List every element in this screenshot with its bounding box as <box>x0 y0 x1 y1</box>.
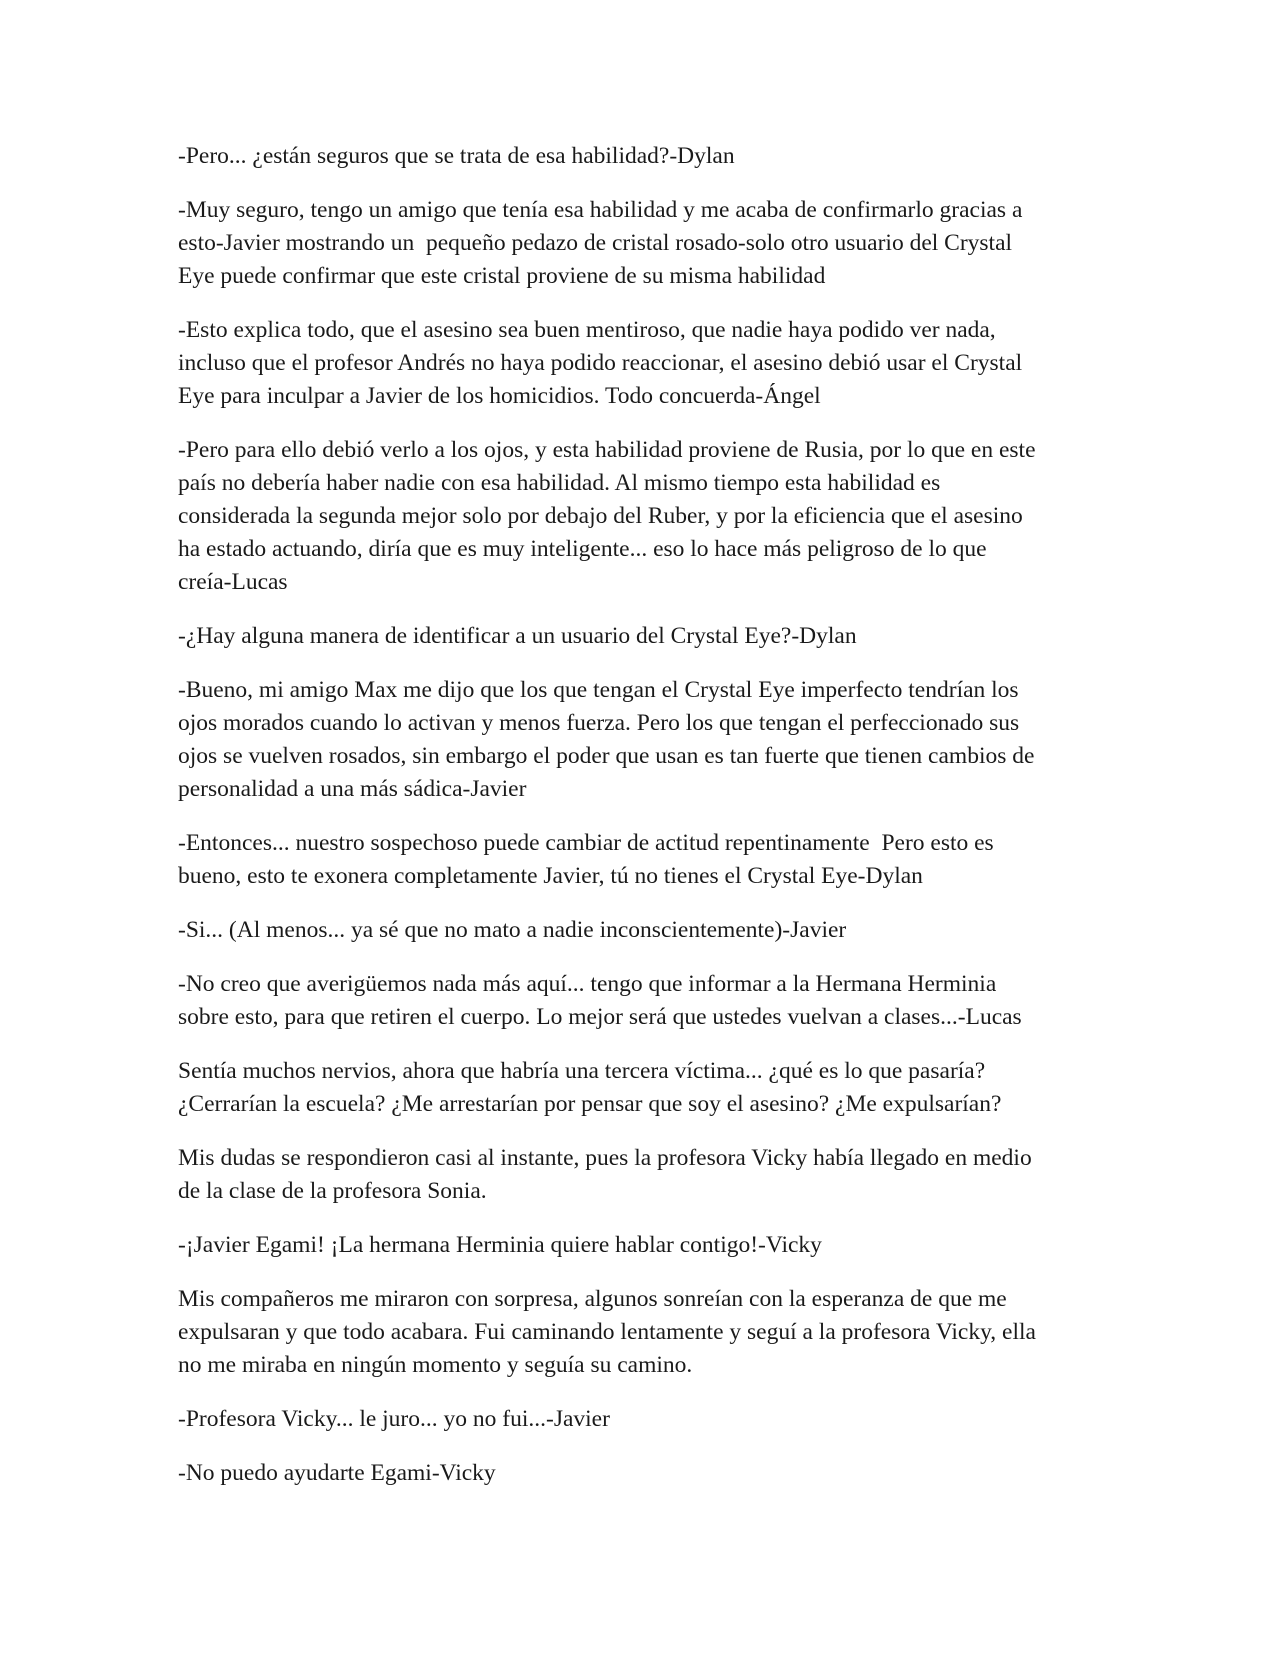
paragraph <box>178 1403 1118 1436</box>
paragraph <box>178 1229 1118 1262</box>
paragraph <box>178 827 1118 893</box>
text-line: ¿Cerrarían la escuela? ¿Me arrestarían por pensar que soy el asesino? ¿Me expulsarían? <box>178 1091 1002 1117</box>
text-line: Mis dudas se respondieron casi al instante, pues la profesora Vicky había llegado en medio <box>178 1145 1032 1171</box>
paragraph <box>178 434 1118 599</box>
text-line: -Si... (Al menos... ya sé que no mato a nadie inconscientemente)-Javier <box>178 917 847 943</box>
text-line: -Esto explica todo, que el asesino sea buen mentiroso, que nadie haya podido ver nada, <box>178 317 996 343</box>
paragraph <box>178 1142 1118 1208</box>
text-line: Mis compañeros me miraron con sorpresa, algunos sonreían con la esperanza de que me <box>178 1286 1007 1312</box>
text-line: -Profesora Vicky... le juro... yo no fui...-Javier <box>178 1406 610 1432</box>
text-line: ojos se vuelven rosados, sin embargo el poder que usan es tan fuerte que tienen cambios de <box>178 743 1035 769</box>
paragraph <box>178 140 1118 173</box>
paragraph <box>178 674 1118 806</box>
text-line: expulsaran y que todo acabara. Fui caminando lentamente y seguí a la profesora Vicky, ella <box>178 1319 1036 1345</box>
text-line: ha estado actuando, diría que es muy inteligente... eso lo hace más peligroso de lo que <box>178 536 987 562</box>
text-line: personalidad a una más sádica-Javier <box>178 776 527 802</box>
text-line: -No puedo ayudarte Egami-Vicky <box>178 1460 496 1486</box>
paragraph <box>178 1457 1118 1490</box>
text-line: incluso que el profesor Andrés no haya podido reaccionar, el asesino debió usar el Crystal <box>178 350 1023 376</box>
paragraph <box>178 620 1118 653</box>
text-line: sobre esto, para que retiren el cuerpo. Lo mejor será que ustedes vuelvan a clases...-Lucas <box>178 1004 1022 1030</box>
text-line: Sentía muchos nervios, ahora que habría una tercera víctima... ¿qué es lo que pasaría? <box>178 1058 986 1084</box>
text-line: Eye puede confirmar que este cristal proviene de su misma habilidad <box>178 263 826 289</box>
text-line: creía-Lucas <box>178 569 288 595</box>
text-line: Eye para inculpar a Javier de los homicidios. Todo concuerda-Ángel <box>178 383 821 409</box>
text-line: de la clase de la profesora Sonia. <box>178 1178 487 1204</box>
text-line: -No creo que averigüemos nada más aquí... tengo que informar a la Hermana Herminia <box>178 971 997 997</box>
text-line: -Pero para ello debió verlo a los ojos, y esta habilidad proviene de Rusia, por lo que en este <box>178 437 1036 463</box>
paragraph <box>178 194 1118 293</box>
text-line: -¿Hay alguna manera de identificar a un usuario del Crystal Eye?-Dylan <box>178 623 857 649</box>
text-line: -Entonces... nuestro sospechoso puede cambiar de actitud repentinamente Pero esto es <box>178 830 994 856</box>
text-line: -Bueno, mi amigo Max me dijo que los que tengan el Crystal Eye imperfecto tendrían los <box>178 677 1019 703</box>
paragraph <box>178 314 1118 413</box>
text-line: -¡Javier Egami! ¡La hermana Herminia quiere hablar contigo!-Vicky <box>178 1232 822 1258</box>
text-line: -Muy seguro, tengo un amigo que tenía esa habilidad y me acaba de confirmarlo gracias a <box>178 197 1023 223</box>
text-line: -Pero... ¿están seguros que se trata de esa habilidad?-Dylan <box>178 143 735 169</box>
paragraph <box>178 914 1118 947</box>
paragraph <box>178 1283 1118 1382</box>
text-line: esto-Javier mostrando un pequeño pedazo de cristal rosado-solo otro usuario del Crystal <box>178 230 1013 256</box>
document-body <box>178 140 1118 1511</box>
paragraph <box>178 1055 1118 1121</box>
text-line: no me miraba en ningún momento y seguía su camino. <box>178 1352 693 1378</box>
text-line: ojos morados cuando lo activan y menos fuerza. Pero los que tengan el perfeccionado sus <box>178 710 1020 736</box>
text-line: bueno, esto te exonera completamente Javier, tú no tienes el Crystal Eye-Dylan <box>178 863 923 889</box>
paragraph <box>178 968 1118 1034</box>
text-line: considerada la segunda mejor solo por debajo del Ruber, y por la eficiencia que el asesino <box>178 503 1023 529</box>
text-line: país no debería haber nadie con esa habilidad. Al mismo tiempo esta habilidad es <box>178 470 941 496</box>
